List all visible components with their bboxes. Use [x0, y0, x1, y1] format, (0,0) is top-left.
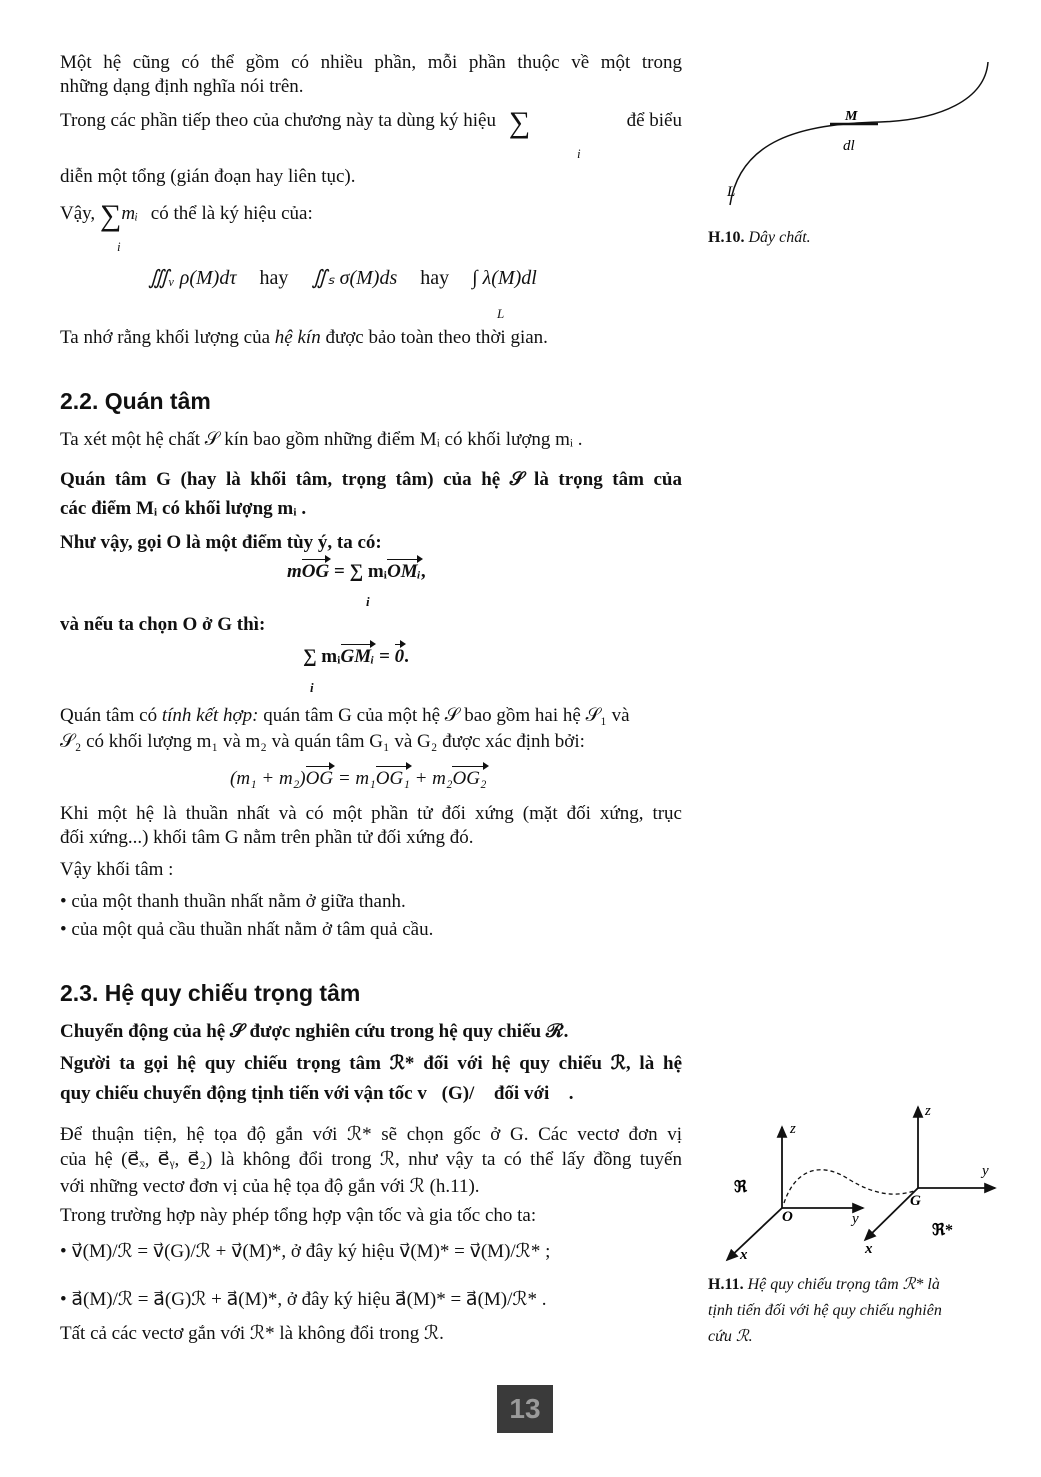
- figure-caption: [708, 1272, 1008, 1350]
- label-G: G: [910, 1193, 921, 1209]
- formula-center-of-mass: [287, 560, 426, 584]
- figure-caption: [708, 225, 811, 251]
- bullet-item: • của một quả cầu thuần nhất nằm ở tâm quả cầu.: [60, 919, 434, 940]
- section-heading: 2.2. Quán tâm: [60, 388, 211, 414]
- line-integral: ∫ λ(M)dl: [472, 267, 537, 289]
- trajectory-dashed: [784, 1170, 914, 1203]
- formula-integrals: [148, 266, 537, 290]
- definition-line: Chuyển động của hệ 𝒮 được nghiên cứu trong hệ quy chiếu ℛ.: [60, 1021, 569, 1042]
- label-y: y: [852, 1211, 859, 1227]
- sum-symbol: ∑: [99, 199, 122, 232]
- paragraph-line: những dạng định nghĩa nói trên.: [60, 76, 304, 97]
- paragraph-line: [60, 326, 548, 350]
- label-z-star: z: [925, 1103, 931, 1119]
- caption-text: Dây chất.: [748, 229, 811, 246]
- text: quán tâm G của một hệ 𝒮 bao gồm hai hệ 𝒮₁ và: [263, 705, 630, 726]
- sum-index: i: [310, 680, 314, 695]
- math: mᵢ: [121, 203, 139, 224]
- definition-line: Quán tâm G (hay là khối tâm, trọng tâm) của hệ 𝒮 là trọng tâm của: [60, 469, 682, 490]
- definition-line: Người ta gọi hệ quy chiếu trọng tâm ℛ* đối với hệ quy chiếu ℛ, là hệ: [60, 1053, 682, 1074]
- math: = m₁: [333, 768, 376, 789]
- math: .: [404, 646, 409, 667]
- vector: OMᵢ: [387, 561, 421, 582]
- paragraph-line: Vậy khối tâm :: [60, 859, 174, 880]
- definition-line: các điểm Mᵢ có khối lượng mᵢ .: [60, 498, 307, 519]
- math: + m₂: [409, 768, 453, 789]
- bullet-item: • a⃗(M)/ℛ = a⃗(G)ℛ + a⃗(M)*, ở đây ký hiệu a⃗(M)* = a⃗(M)/ℛ* .: [60, 1289, 547, 1310]
- page-number: 13: [497, 1385, 553, 1433]
- frame-R-axes: [727, 1127, 863, 1260]
- paragraph-line: Trong trường hợp này phép tổng hợp vận tốc và gia tốc cho ta:: [60, 1205, 537, 1226]
- paragraph-line: Một hệ cũng có thể gồm có nhiều phần, mỗi phần thuộc về một trong: [60, 52, 682, 73]
- paragraph-line: Để thuận tiện, hệ tọa độ gắn với ℛ* sẽ chọn gốc ở G. Các vectơ đơn vị: [60, 1124, 682, 1145]
- label-x: x: [740, 1247, 748, 1263]
- zero-vector: 0: [394, 646, 405, 667]
- text: có thể là ký hiệu của:: [150, 203, 313, 224]
- caption-text: cứu ℛ.: [708, 1328, 753, 1345]
- text-emphasis: hệ kín: [274, 327, 321, 348]
- vector: GMᵢ: [340, 646, 375, 667]
- paragraph-line: [60, 106, 682, 139]
- vector: OG₂: [452, 768, 487, 789]
- paragraph-line: Khi một hệ là thuần nhất và có một phần tử đối xứng (mặt đối xứng, trục: [60, 803, 682, 824]
- text: hay: [420, 267, 450, 289]
- paragraph-line: với những vectơ đơn vị của hệ tọa độ gắn với ℛ (h.11).: [60, 1176, 480, 1197]
- volume-integral: ∭ᵥ ρ(M)dτ: [148, 267, 237, 289]
- sum-index: i: [577, 146, 581, 161]
- vector: OG₁: [375, 768, 410, 789]
- paragraph-line: [60, 199, 313, 232]
- paragraph-line: của hệ (e⃗ₓ, e⃗ᵧ, e⃗₂) là không đổi trong ℛ, như vậy ta có thể lấy đồng tuyến: [60, 1149, 682, 1170]
- caption-number: H.10.: [708, 229, 745, 246]
- sum-index: i: [117, 239, 121, 254]
- formula-center-of-mass-origin: [303, 645, 409, 669]
- figure-reference-frames: [700, 1095, 1000, 1270]
- paragraph-line: diễn một tổng (gián đoạn hay liên tục).: [60, 166, 356, 187]
- label-x-star: x: [865, 1241, 873, 1257]
- label-R: ℜ: [734, 1179, 748, 1196]
- text: Trong các phần tiếp theo của chương này ta dùng ký hiệu: [60, 110, 496, 131]
- paragraph-line: Tất cả các vectơ gắn với ℛ* là không đổi trong ℛ.: [60, 1323, 444, 1344]
- bullet-item: • của một thanh thuần nhất nằm ở giữa thanh.: [60, 891, 406, 912]
- text: hay: [259, 267, 289, 289]
- math: ,: [420, 561, 426, 582]
- wire-curve: [730, 62, 988, 205]
- sum-index: i: [366, 594, 370, 609]
- formula-composition: [230, 767, 487, 791]
- paragraph-line: 𝒮₂ có khối lượng m₁ và m₂ và quán tâm G₁ và G₂ được xác định bởi:: [60, 731, 585, 752]
- caption-text: Hệ quy chiếu trọng tâm ℛ* là: [747, 1276, 940, 1293]
- sum-symbol: ∑: [508, 106, 531, 139]
- integral-bound: L: [497, 306, 505, 321]
- paragraph-line: đối xứng...) khối tâm G nằm trên phần tử đối xứng đó.: [60, 827, 474, 848]
- frame-Rstar-axes: [865, 1107, 995, 1240]
- math: m: [287, 561, 302, 582]
- math: ∑ mᵢ: [303, 646, 341, 667]
- label-Rstar: ℜ*: [932, 1222, 954, 1239]
- label-M: M: [845, 109, 858, 124]
- text: Vậy,: [60, 203, 96, 224]
- text: được bảo toàn theo thời gian.: [325, 327, 548, 348]
- math: = ∑ mᵢ: [329, 561, 388, 582]
- surface-integral: ∬ₛ σ(M)ds: [311, 267, 398, 289]
- definition-line: quy chiếu chuyển động tịnh tiến với vận tốc v⃗(G)/ℛ đối với ℛ.: [60, 1083, 574, 1104]
- definition-line: và nếu ta chọn O ở G thì:: [60, 614, 266, 635]
- caption-number: H.11.: [708, 1276, 744, 1293]
- bullet-item: • v⃗(M)/ℛ = v⃗(G)/ℛ + v⃗(M)*, ở đây ký hiệu v⃗(M)* = v⃗(M)/ℛ* ;: [60, 1241, 551, 1262]
- text: Ta nhớ rằng khối lượng của: [60, 327, 271, 348]
- text: Quán tâm có: [60, 705, 158, 726]
- definition-line: Như vậy, gọi O là một điểm tùy ý, ta có:: [60, 532, 382, 553]
- label-O: O: [782, 1209, 793, 1225]
- text: để biểu: [626, 110, 682, 131]
- section-heading: 2.3. Hệ quy chiếu trọng tâm: [60, 980, 361, 1006]
- vector: OG: [301, 561, 330, 582]
- text-emphasis: tính kết hợp:: [161, 705, 259, 726]
- vector: OG: [305, 768, 334, 789]
- paragraph-line: [60, 704, 682, 728]
- label-z: z: [790, 1121, 796, 1137]
- caption-text: tịnh tiến đối với hệ quy chiếu nghiên: [708, 1302, 942, 1319]
- paragraph-line: Ta xét một hệ chất 𝒮 kín bao gồm những điểm Mᵢ có khối lượng mᵢ .: [60, 429, 583, 450]
- label-y-star: y: [982, 1163, 989, 1179]
- label-L: L: [727, 184, 736, 200]
- figure-wire: [700, 50, 1000, 220]
- math: =: [374, 646, 395, 667]
- label-dl: dl: [843, 138, 855, 154]
- math: (m₁ + m₂): [230, 768, 306, 789]
